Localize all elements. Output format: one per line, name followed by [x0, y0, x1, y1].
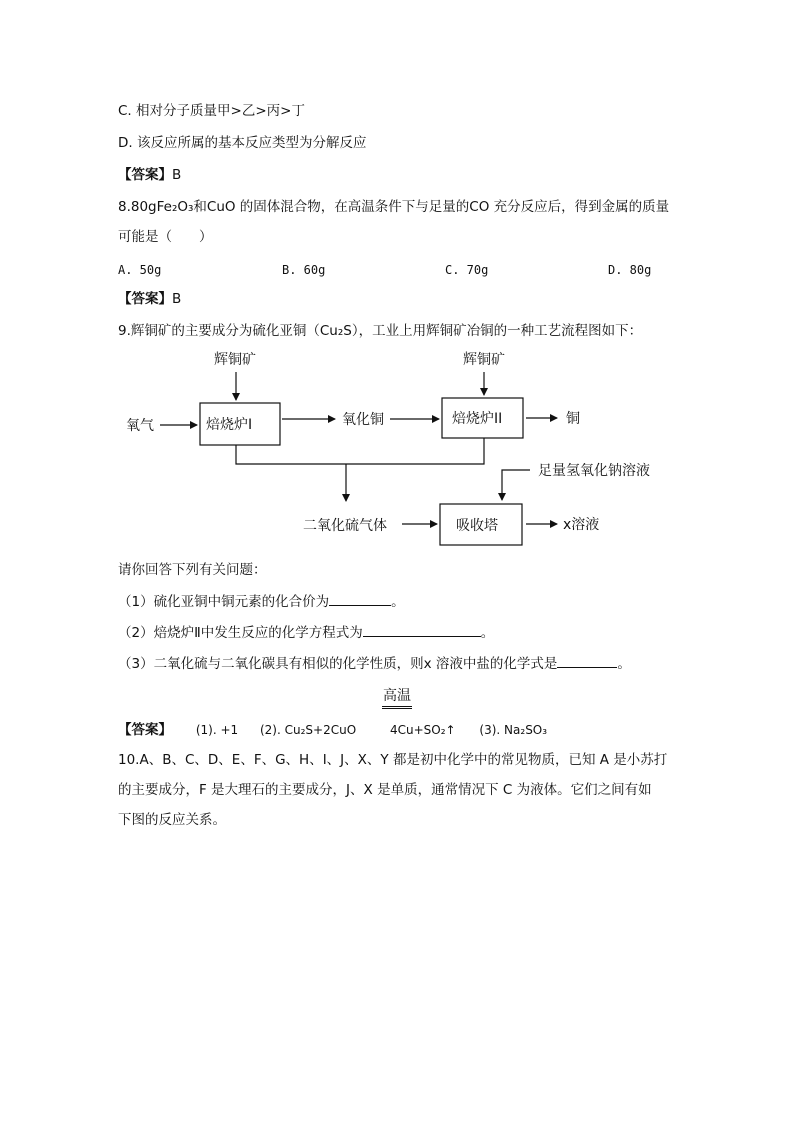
q9-answer: [118, 720, 547, 740]
copper-label: 铜: [566, 411, 580, 427]
q8-option-d: D. 80g: [608, 263, 652, 277]
q9-sub3: [118, 653, 631, 674]
naoh-arrow: [502, 470, 530, 500]
furnace-1-label: 焙烧炉I: [206, 417, 253, 433]
sub1-text: （1）硫化亚铜中铜元素的化合价为: [118, 594, 330, 610]
ans-1: (1). +1: [195, 723, 239, 737]
q9-prompt: 请你回答下列有关问题：: [118, 562, 267, 578]
q7-option-d: D. 该反应所属的基本反应类型为分解反应: [118, 135, 367, 151]
sub3-text: （3）二氧化硫与二氧化碳具有相似的化学性质，则x 溶液中盐的化学式是: [118, 656, 558, 672]
q8-option-c: C. 70g: [445, 263, 489, 277]
naoh-label: 足量氢氧化钠溶液: [538, 463, 650, 479]
answer-value: B: [172, 167, 182, 183]
answer-blank[interactable]: [363, 622, 481, 637]
answer-tag: 【答案】: [118, 722, 172, 738]
q9-stem: 9.辉铜矿的主要成分为硫化亚铜（Cu₂S），工业上用辉铜矿冶铜的一种工艺流程图如下：: [118, 323, 643, 339]
furnace-2-label: 焙烧炉II: [452, 411, 503, 427]
x-solution-label: x溶液: [563, 517, 600, 533]
ore-right-label: 辉铜矿: [463, 352, 505, 368]
q8-stem-line2: 可能是（ ）: [118, 229, 213, 245]
answer-tag: 【答案】: [118, 167, 172, 183]
answer-tag: 【答案】: [118, 291, 172, 307]
reaction-condition-label: 高温: [382, 686, 412, 709]
ans-3: (3). Na₂SO₃: [479, 723, 548, 737]
ore-left-label: 辉铜矿: [214, 352, 256, 368]
end-mark: 。: [391, 594, 405, 610]
q8-answer: [118, 289, 181, 309]
answer-value: B: [172, 291, 182, 307]
ans-2-right: 4Cu+SO₂↑: [389, 723, 456, 737]
q8-option-b: B. 60g: [282, 263, 326, 277]
q8-option-a: A. 50g: [118, 263, 162, 277]
sub2-text: （2）焙烧炉Ⅱ中发生反应的化学方程式为: [118, 625, 363, 641]
q10-line1: 10.A、B、C、D、E、F、G、H、I、J、X、Y 都是初中化学中的常见物质，已知 A 是小苏打: [118, 752, 668, 768]
oxygen-label: 氧气: [126, 418, 154, 434]
absorption-tower-label: 吸收塔: [456, 518, 498, 534]
process-flow-diagram: [0, 340, 794, 555]
q9-sub1: [118, 591, 405, 612]
so2-label: 二氧化硫气体: [303, 518, 387, 534]
q8-stem-line1: 8.80gFe₂O₃和CuO 的固体混合物，在高温条件下与足量的CO 充分反应后，得到金属的质量: [118, 199, 670, 215]
answer-blank[interactable]: [557, 653, 617, 668]
q9-sub2: [118, 622, 494, 643]
copper-oxide-label: 氧化铜: [342, 412, 384, 428]
q10-line3: 下图的反应关系。: [118, 812, 226, 828]
answer-blank[interactable]: [329, 591, 391, 606]
q7-option-c: C. 相对分子质量甲>乙>丙>丁: [118, 103, 305, 119]
ans-2-left: (2). Cu₂S+2CuO: [259, 723, 357, 737]
q10-line2: 的主要成分，F 是大理石的主要成分，J、X 是单质，通常情况下 C 为液体。它们之间有如: [118, 782, 652, 798]
end-mark: 。: [480, 625, 495, 641]
end-mark: 。: [617, 656, 631, 672]
q7-answer: [118, 165, 181, 185]
